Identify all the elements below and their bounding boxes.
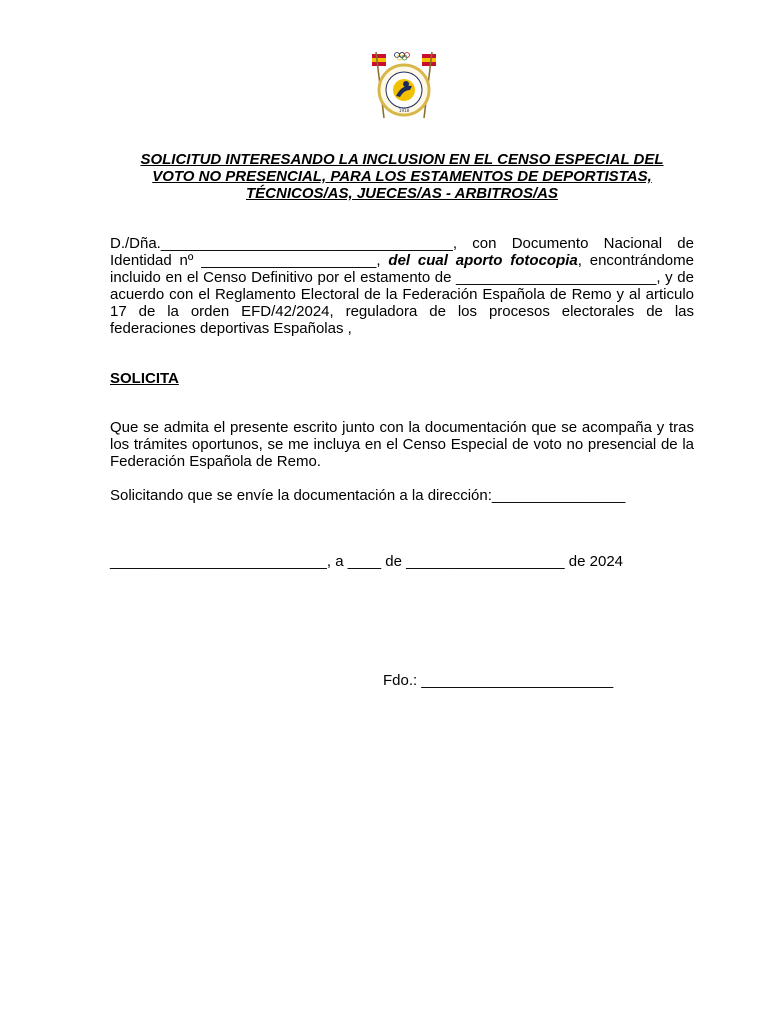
olympic-rings-icon (395, 53, 410, 61)
solicita-heading: SOLICITA (110, 370, 179, 387)
applicant-text-2: , encontrándome incluido en el Censo Definitivo por el estamento de ________________________, y de acuerdo con el Reglamento Electoral de la Federación Española de Remo y al articulo 17 de la orden EFD/42/2024, reguladora de los procesos electorales de las federaciones deportivas Españolas , (110, 252, 694, 337)
applicant-emphasis: del cual aporto fotocopia (388, 252, 578, 269)
request-paragraph: Que se admita el presente escrito junto con la documentación que se acompaña y tras los trámites oportunos, se me incluya en el Censo Especial de voto no presencial de la Federación Española de Remo. (110, 419, 694, 470)
document-title: SOLICITUD INTERESANDO LA INCLUSION EN EL CENSO ESPECIAL DEL VOTO NO PRESENCIAL, PARA LOS ESTAMENTOS DE DEPORTISTAS, TÉCNICOS/AS, JUECES/AS - ARBITROS/AS (140, 151, 664, 202)
logo-year: 1918 (398, 108, 410, 113)
signature-line: Fdo.: _______________________ (383, 672, 614, 689)
applicant-text-1: D./Dña.___________________________________, con Documento Nacional de Identidad nº _____________________, (110, 235, 694, 269)
federation-logo (366, 48, 442, 124)
date-line: __________________________, a ____ de ___________________ de 2024 (110, 553, 624, 570)
applicant-paragraph (110, 235, 694, 337)
address-paragraph: Solicitando que se envíe la documentación a la dirección:________________ (110, 487, 626, 504)
